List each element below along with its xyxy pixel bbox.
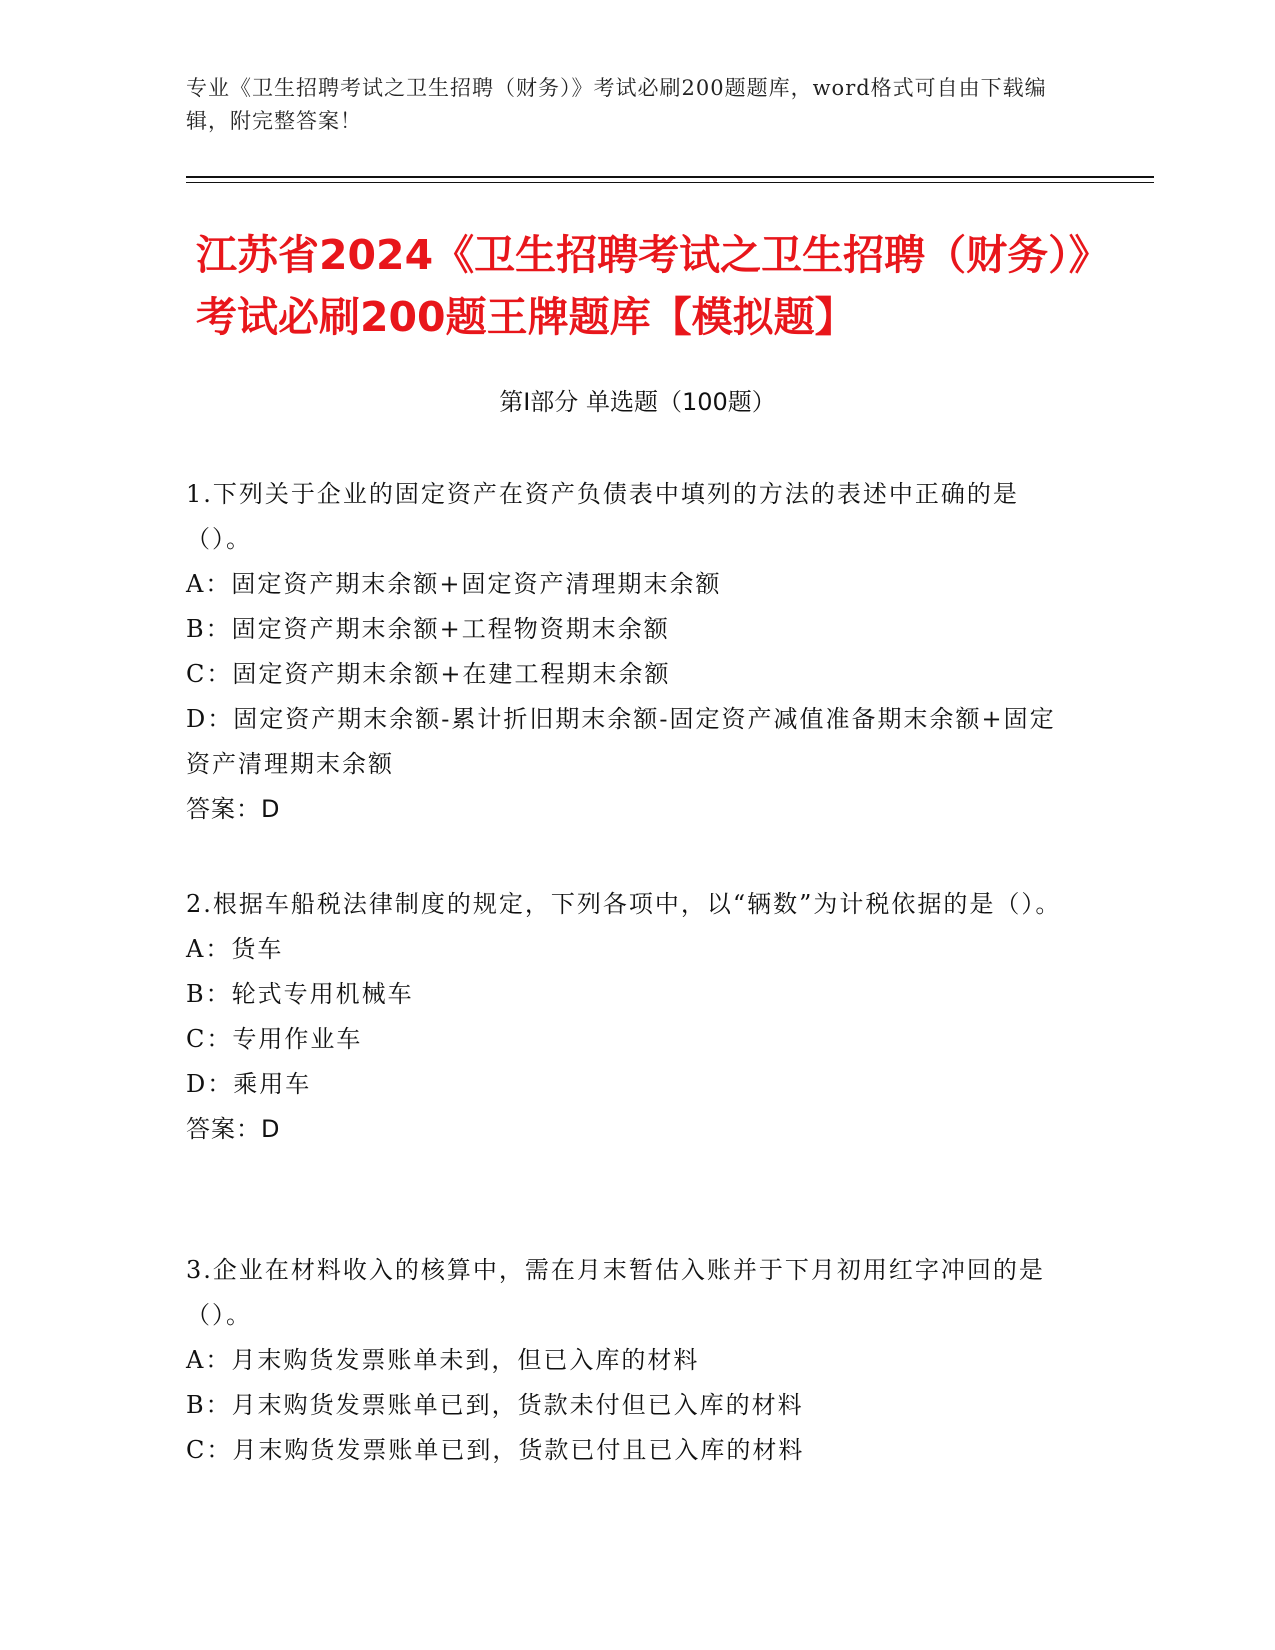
question-option: B：固定资产期末余额+工程物资期末余额 xyxy=(186,615,670,643)
question-block xyxy=(186,882,1066,1152)
question-option: C：固定资产期末余额+在建工程期末余额 xyxy=(186,660,671,688)
question-option: A：月末购货发票账单未到，但已入库的材料 xyxy=(186,1346,700,1374)
question-answer: 答案：D xyxy=(186,795,281,823)
question-stem: 2.根据车船税法律制度的规定，下列各项中，以“辆数”为计税依据的是（）。 xyxy=(186,890,1062,918)
question-stem: 3.企业在材料收入的核算中，需在月末暂估入账并于下月初用红字冲回的是（）。 xyxy=(186,1256,1045,1329)
document-title: 江苏省2024《卫生招聘考试之卫生招聘（财务）》考试必刷200题王牌题库【模拟题】 xyxy=(196,231,1090,341)
question-option: D：乘用车 xyxy=(186,1070,312,1098)
question-option: A：固定资产期末余额+固定资产清理期末余额 xyxy=(186,570,722,598)
question-option: B：月末购货发票账单已到，货款未付但已入库的材料 xyxy=(186,1391,804,1419)
section-title: 第I部分 单选题（100题） xyxy=(499,388,776,416)
question-option: B：轮式专用机械车 xyxy=(186,980,414,1008)
question-option: A：货车 xyxy=(186,935,284,963)
question-stem: 1.下列关于企业的固定资产在资产负债表中填列的方法的表述中正确的是（）。 xyxy=(186,480,1019,553)
question-option: D：固定资产期末余额-累计折旧期末余额-固定资产减值准备期末余额+固定资产清理期末余额 xyxy=(186,705,1056,778)
question-block xyxy=(186,1248,1066,1473)
question-answer: 答案：D xyxy=(186,1115,281,1143)
header-divider-thick xyxy=(186,176,1154,178)
header-divider-thin xyxy=(186,182,1154,183)
question-block xyxy=(186,472,1066,832)
header-note: 专业《卫生招聘考试之卫生招聘（财务）》考试必刷200题题库，word格式可自由下载编辑，附完整答案！ xyxy=(186,76,1047,133)
question-option: C：专用作业车 xyxy=(186,1025,363,1053)
question-option: C：月末购货发票账单已到，货款已付且已入库的材料 xyxy=(186,1436,805,1464)
